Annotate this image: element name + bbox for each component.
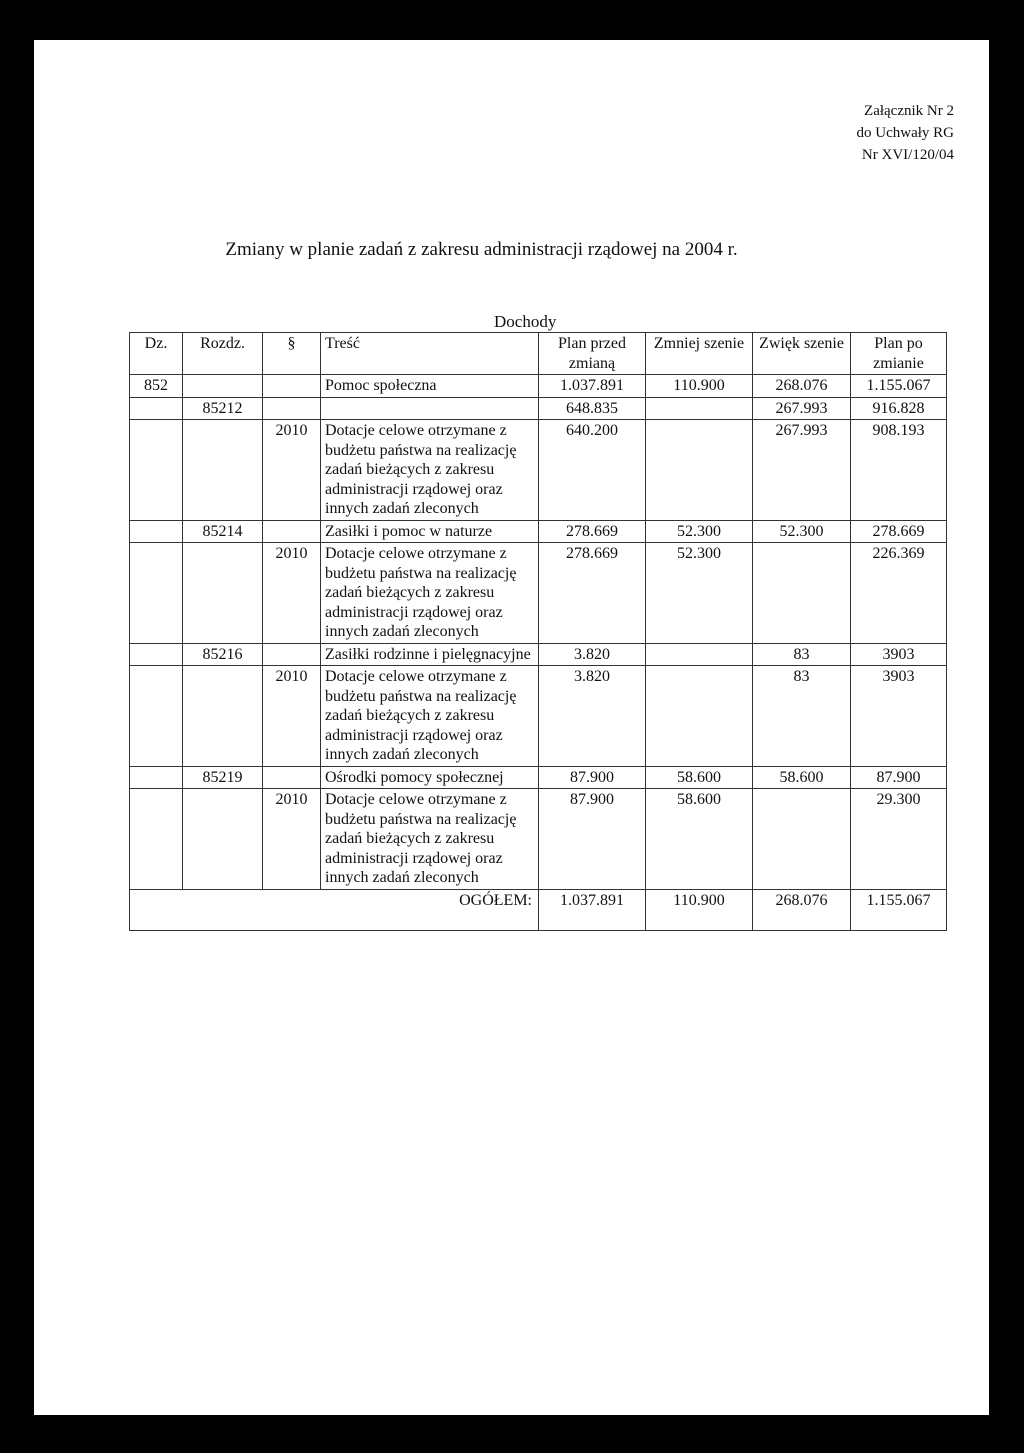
section-label: Dochody [494,312,557,331]
cell-paragraph: 2010 [263,420,321,521]
table-header-row [130,333,947,375]
cell-plan-before: 3.820 [539,643,646,666]
cell-increase [753,543,851,644]
cell-tresc: Zasiłki rodzinne i pielęgnacyjne [321,643,539,666]
table-row [130,666,947,767]
cell-increase: 83 [753,666,851,767]
cell-plan-after: 29.300 [851,789,947,890]
cell-rozdz: 85216 [183,643,263,666]
total-increase: 268.076 [753,889,851,930]
cell-increase: 83 [753,643,851,666]
table-row [130,766,947,789]
cell-plan-before: 640.200 [539,420,646,521]
cell-tresc: Dotacje celowe otrzymane z budżetu państwa na realizację zadań bieżących z zakresu administracji rządowej oraz innych zadań zleconych [321,420,539,521]
cell-plan-before: 648.835 [539,397,646,420]
header-dz: Dz. [130,333,183,375]
header-tresc: Treść [321,333,539,375]
cell-paragraph: 2010 [263,543,321,644]
annex-line-2: do Uchwały RG [856,125,954,141]
cell-decrease: 58.600 [646,789,753,890]
cell-paragraph: 2010 [263,666,321,767]
cell-decrease: 52.300 [646,520,753,543]
cell-tresc: Ośrodki pomocy społecznej [321,766,539,789]
cell-dz [130,520,183,543]
cell-decrease: 58.600 [646,766,753,789]
cell-plan-after: 908.193 [851,420,947,521]
annex-line-1: Załącznik Nr 2 [864,103,954,119]
cell-dz [130,766,183,789]
cell-rozdz [183,666,263,767]
cell-plan-after: 278.669 [851,520,947,543]
cell-plan-after: 3903 [851,643,947,666]
cell-rozdz [183,789,263,890]
cell-paragraph [263,520,321,543]
cell-paragraph [263,643,321,666]
total-label: OGÓŁEM: [130,889,539,930]
cell-tresc [321,397,539,420]
cell-paragraph [263,375,321,398]
cell-plan-before: 278.669 [539,520,646,543]
cell-plan-after: 226.369 [851,543,947,644]
cell-rozdz: 85214 [183,520,263,543]
cell-dz [130,666,183,767]
cell-dz [130,397,183,420]
cell-paragraph [263,766,321,789]
table-row [130,789,947,890]
header-decrease: Zmniej szenie [646,333,753,375]
cell-decrease: 52.300 [646,543,753,644]
cell-increase: 52.300 [753,520,851,543]
cell-dz: 852 [130,375,183,398]
cell-tresc: Dotacje celowe otrzymane z budżetu państwa na realizację zadań bieżących z zakresu administracji rządowej oraz innych zadań zleconych [321,666,539,767]
table-row [130,643,947,666]
cell-increase [753,789,851,890]
cell-increase: 268.076 [753,375,851,398]
table-row [130,375,947,398]
total-decrease: 110.900 [646,889,753,930]
cell-dz [130,643,183,666]
cell-rozdz: 85212 [183,397,263,420]
header-plan-after: Plan po zmianie [851,333,947,375]
cell-increase: 267.993 [753,420,851,521]
cell-dz [130,789,183,890]
cell-tresc: Zasiłki i pomoc w naturze [321,520,539,543]
table-row [130,420,947,521]
cell-plan-before: 278.669 [539,543,646,644]
cell-decrease: 110.900 [646,375,753,398]
cell-rozdz [183,420,263,521]
table-total-row [130,889,947,930]
cell-decrease [646,643,753,666]
cell-plan-before: 1.037.891 [539,375,646,398]
annex-line-3: Nr XVI/120/04 [861,147,954,163]
document-page [34,40,989,1415]
cell-rozdz [183,375,263,398]
cell-paragraph: 2010 [263,789,321,890]
table-row [130,397,947,420]
cell-tresc: Pomoc społeczna [321,375,539,398]
cell-plan-before: 3.820 [539,666,646,767]
cell-rozdz: 85219 [183,766,263,789]
cell-tresc: Dotacje celowe otrzymane z budżetu państwa na realizację zadań bieżących z zakresu administracji rządowej oraz innych zadań zleconych [321,543,539,644]
cell-decrease [646,397,753,420]
cell-decrease [646,420,753,521]
cell-increase: 58.600 [753,766,851,789]
header-increase: Zwięk szenie [753,333,851,375]
total-plan-after: 1.155.067 [851,889,947,930]
cell-decrease [646,666,753,767]
cell-plan-after: 1.155.067 [851,375,947,398]
cell-plan-before: 87.900 [539,789,646,890]
total-plan-before: 1.037.891 [539,889,646,930]
cell-dz [130,420,183,521]
document-title [34,239,989,261]
cell-plan-before: 87.900 [539,766,646,789]
cell-paragraph [263,397,321,420]
cell-dz [130,543,183,644]
table-row [130,520,947,543]
document-title-text: Zmiany w planie zadań z zakresu administracji rządowej na 2004 r. [225,239,738,260]
cell-increase: 267.993 [753,397,851,420]
header-rozdz: Rozdz. [183,333,263,375]
budget-table [129,332,947,931]
cell-plan-after: 87.900 [851,766,947,789]
cell-rozdz [183,543,263,644]
cell-plan-after: 3903 [851,666,947,767]
cell-tresc: Dotacje celowe otrzymane z budżetu państwa na realizację zadań bieżących z zakresu administracji rządowej oraz innych zadań zleconych [321,789,539,890]
header-plan-before: Plan przed zmianą [539,333,646,375]
header-paragraph: § [263,333,321,375]
table-row [130,543,947,644]
annex-reference [794,100,954,166]
cell-plan-after: 916.828 [851,397,947,420]
